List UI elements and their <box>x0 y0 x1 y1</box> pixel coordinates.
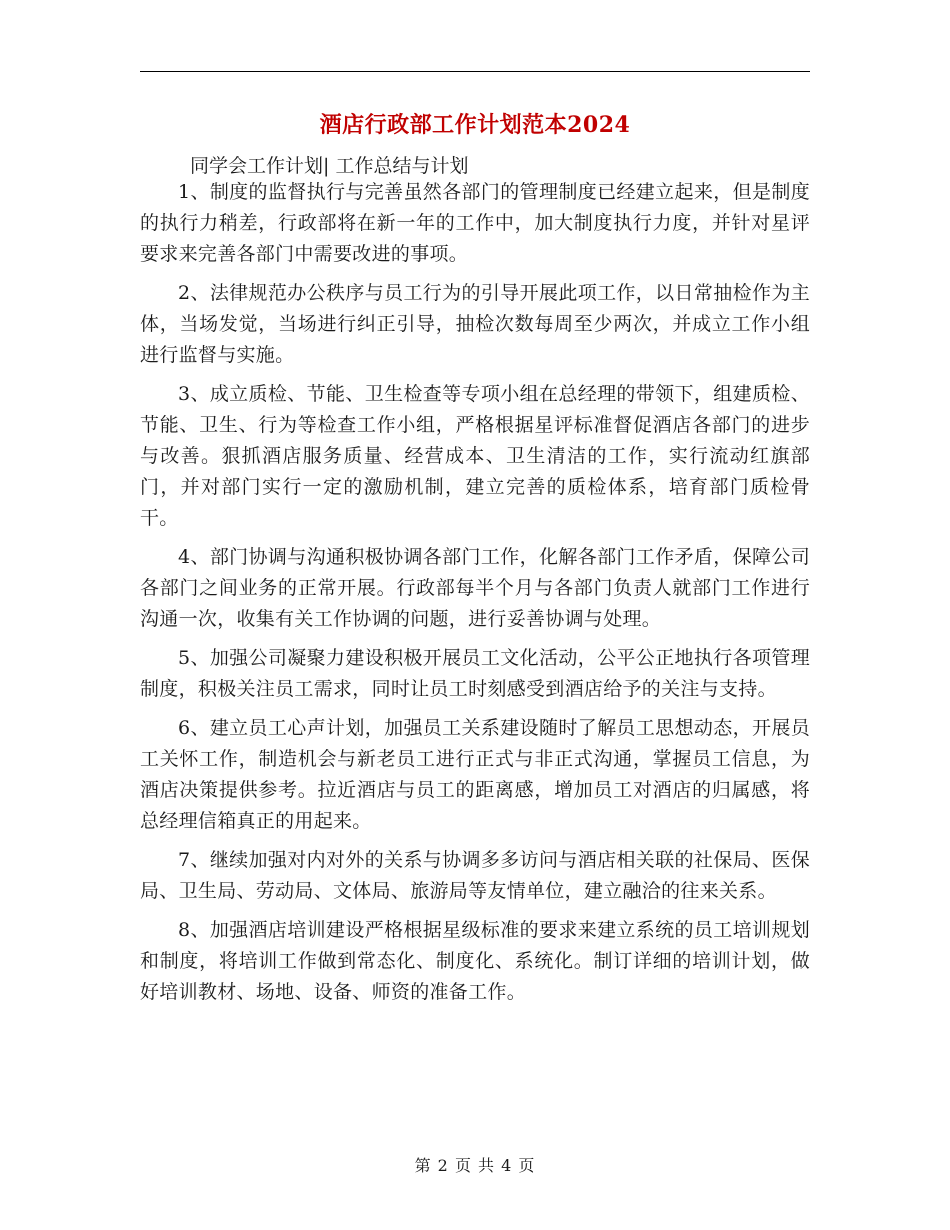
paragraph-1: 1、制度的监督执行与完善虽然各部门的管理制度已经建立起来，但是制度的执行力稍差，行政部将在新一年的工作中，加大制度执行力度，并针对星评要求来完善各部门中需要改进的事项。 <box>140 181 810 265</box>
page-number: 第 2 页 共 4 页 <box>414 1156 536 1175</box>
paragraph-5: 5、加强公司凝聚力建设积极开展员工文化活动，公平公正地执行各项管理制度，积极关注员工需求，同时让员工时刻感受到酒店给予的关注与支持。 <box>140 647 810 700</box>
paragraph-4: 4、部门协调与沟通积极协调各部门工作，化解各部门工作矛盾，保障公司各部门之间业务的正常开展。行政部每半个月与各部门负责人就部门工作进行沟通一次，收集有关工作协调的问题，进行妥善协调与处理。 <box>140 546 810 630</box>
paragraph-6: 6、建立员工心声计划，加强员工关系建设随时了解员工思想动态，开展员工关怀工作，制造机会与新老员工进行正式与非正式沟通，掌握员工信息，为酒店决策提供参考。拉近酒店与员工的距离感，增加员工对酒店的归属感，将总经理信箱真正的用起来。 <box>140 717 810 832</box>
paragraph-3: 3、成立质检、节能、卫生检查等专项小组在总经理的带领下，组建质检、节能、卫生、行为等检查工作小组，严格根据星评标准督促酒店各部门的进步与改善。狠抓酒店服务质量、经营成本、卫生清洁的工作，实行流动红旗部门，并对部门实行一定的激励机制，建立完善的质检体系，培育部门质检骨干。 <box>140 383 810 529</box>
paragraph-7: 7、继续加强对内对外的关系与协调多多访问与酒店相关联的社保局、医保局、卫生局、劳动局、文体局、旅游局等友情单位，建立融洽的往来关系。 <box>140 849 810 902</box>
document-title: 酒店行政部工作计划范本2024 <box>319 112 631 138</box>
paragraph-8: 8、加强酒店培训建设严格根据星级标准的要求来建立系统的员工培训规划和制度，将培训工作做到常态化、制度化、系统化。制订详细的培训计划，做好培训教材、场地、设备、师资的准备工作。 <box>140 919 810 1003</box>
paragraph-2: 2、法律规范办公秩序与员工行为的引导开展此项工作，以日常抽检作为主体，当场发觉，当场进行纠正引导，抽检次数每周至少两次，并成立工作小组进行监督与实施。 <box>140 282 810 366</box>
document-subtitle: 同学会工作计划| 工作总结与计划 <box>190 155 469 177</box>
document-body <box>140 177 810 1016</box>
header-rule <box>140 71 810 72</box>
